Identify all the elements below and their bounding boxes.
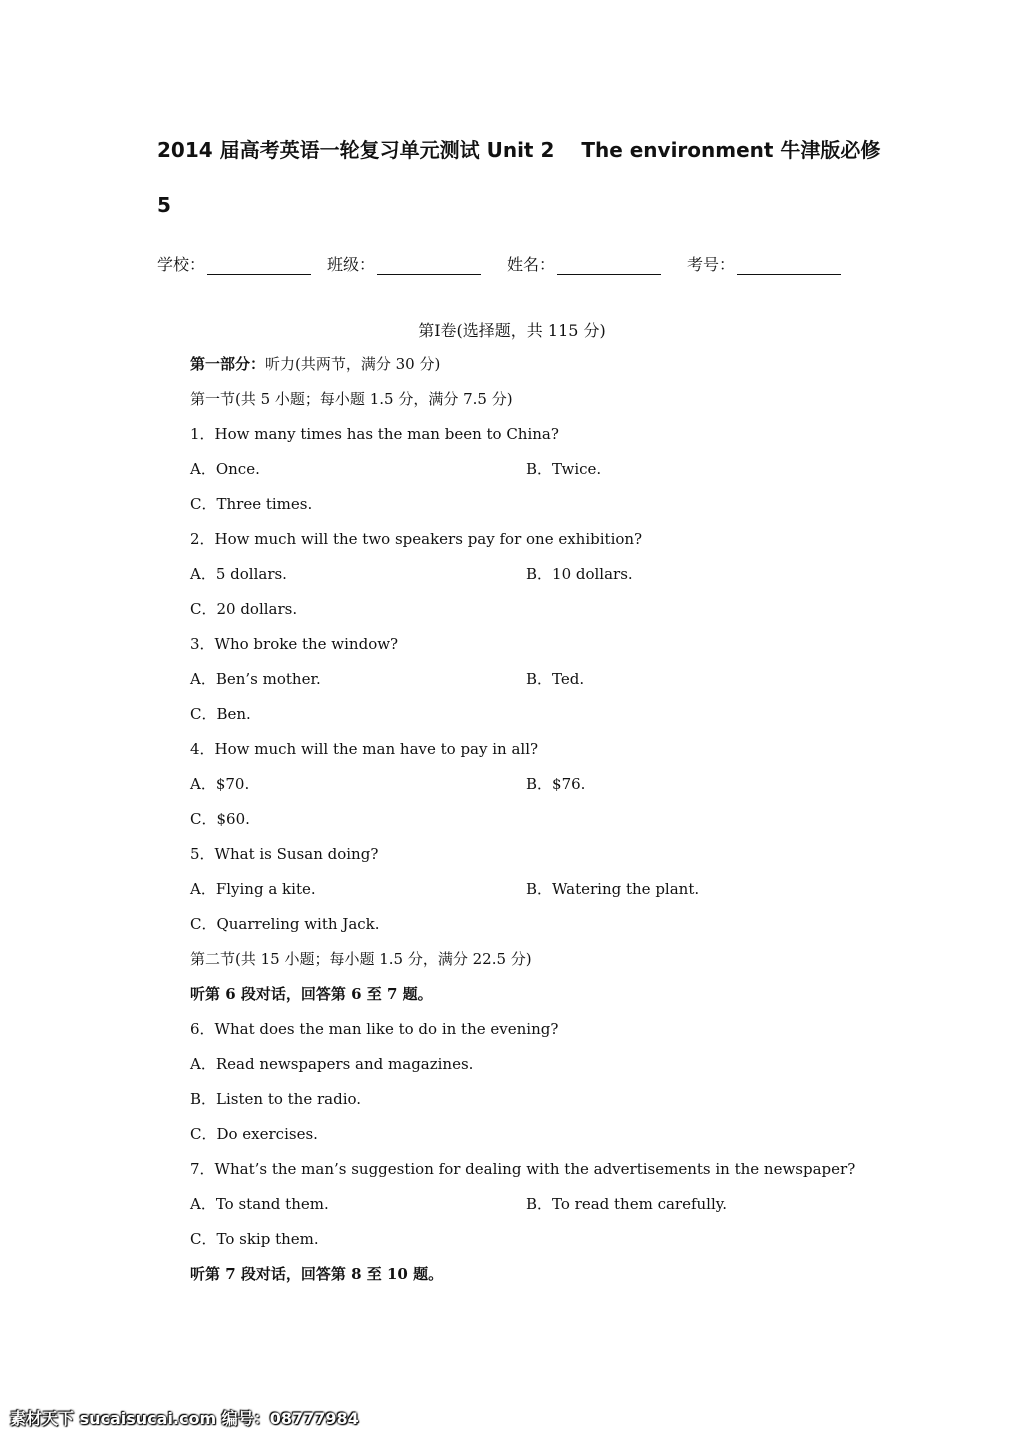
name-blank [557, 256, 661, 275]
q1-option-b: B．Twice. [526, 460, 602, 478]
question-1: 1．How many times has the man been to China? [190, 425, 559, 443]
q7-option-a: A．To stand them. [190, 1195, 329, 1213]
dialog-7-instruction: 听第 7 段对话，回答第 8 至 10 题。 [190, 1265, 444, 1283]
q3-option-c: C．Ben. [190, 705, 251, 723]
question-4: 4．How much will the man have to pay in all? [190, 740, 539, 758]
question-6: 6．What does the man like to do in the evening? [190, 1020, 559, 1038]
student-info-row [157, 252, 857, 278]
watermark: 素材天下 sucaisucai.com 编号：08777984 [10, 1409, 359, 1428]
q5-option-c: C．Quarreling with Jack. [190, 915, 380, 933]
class-field [327, 252, 481, 275]
question-5: 5．What is Susan doing? [190, 845, 379, 863]
part1-heading-rest: 听力(共两节，满分 30 分) [265, 355, 441, 373]
q1-option-a: A．Once. [190, 460, 260, 478]
exam-number-field [687, 252, 841, 275]
school-field [157, 252, 311, 275]
class-blank [377, 256, 481, 275]
title-line-2: 5 [157, 193, 171, 217]
q7-option-c: C．To skip them. [190, 1230, 319, 1248]
question-7: 7．What’s the man’s suggestion for dealing with the advertisements in the newspaper? [190, 1160, 856, 1178]
q3-option-b: B．Ted. [526, 670, 585, 688]
q2-option-a: A．5 dollars. [190, 565, 287, 583]
name-field [507, 252, 661, 275]
exam-number-blank [737, 256, 841, 275]
school-label: 学校： [157, 255, 206, 274]
q6-option-c: C．Do exercises. [190, 1125, 318, 1143]
section1-heading: 第一节(共 5 小题；每小题 1.5 分，满分 7.5 分) [190, 390, 513, 408]
q4-option-a: A．$70. [190, 775, 250, 793]
q5-option-b: B．Watering the plant. [526, 880, 700, 898]
q3-option-a: A．Ben’s mother. [190, 670, 321, 688]
question-2: 2．How much will the two speakers pay for one exhibition? [190, 530, 643, 548]
exam-number-label: 考号： [687, 255, 736, 274]
title-line-1: 2014 届高考英语一轮复习单元测试 Unit 2 The environment 牛津版必修 [157, 138, 881, 162]
q2-option-b: B．10 dollars. [526, 565, 633, 583]
q7-option-b: B．To read them carefully. [526, 1195, 728, 1213]
section2-heading: 第二节(共 15 小题；每小题 1.5 分，满分 22.5 分) [190, 950, 532, 968]
q2-option-c: C．20 dollars. [190, 600, 298, 618]
q4-option-b: B．$76. [526, 775, 586, 793]
q5-option-a: A．Flying a kite. [190, 880, 316, 898]
q6-option-a: A．Read newspapers and magazines. [190, 1055, 474, 1073]
part1-heading [190, 353, 440, 374]
name-label: 姓名： [507, 255, 556, 274]
part1-heading-bold: 第一部分： [190, 355, 266, 373]
q1-option-c: C．Three times. [190, 495, 313, 513]
school-blank [207, 256, 311, 275]
class-label: 班级： [327, 255, 376, 274]
q6-option-b: B．Listen to the radio. [190, 1090, 362, 1108]
q4-option-c: C．$60. [190, 810, 250, 828]
volume-title: 第Ⅰ卷(选择题，共 115 分) [418, 321, 606, 340]
question-3: 3．Who broke the window? [190, 635, 399, 653]
dialog-6-instruction: 听第 6 段对话，回答第 6 至 7 题。 [190, 985, 433, 1003]
